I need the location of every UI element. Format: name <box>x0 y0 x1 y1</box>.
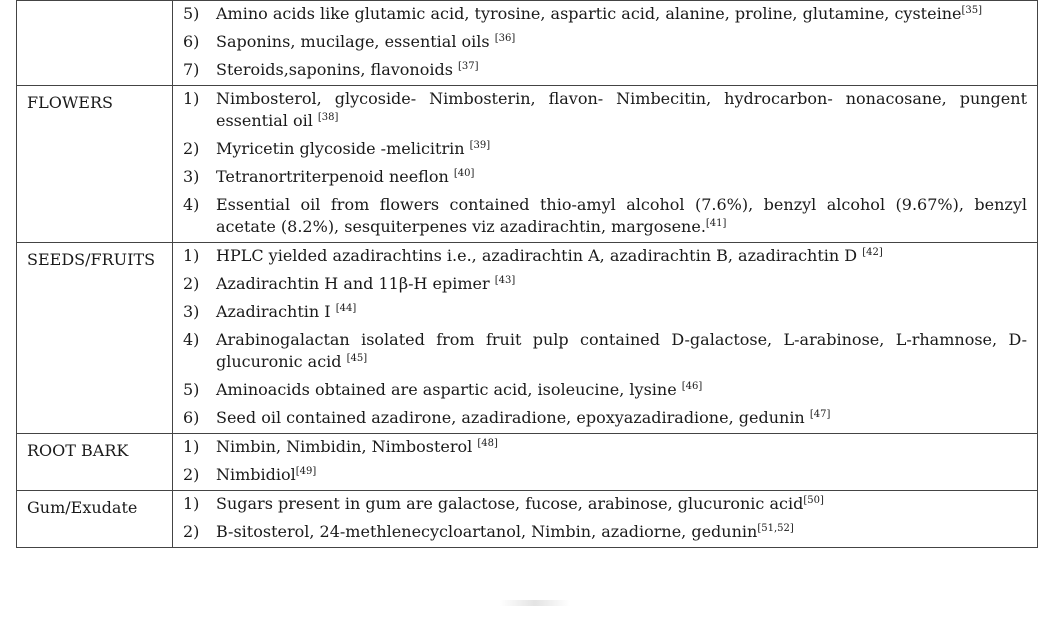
item-text: Steroids,saponins, flavonoids [37] <box>216 60 479 79</box>
reference: [39] <box>469 140 491 151</box>
item-number: 3) <box>183 167 200 186</box>
constituents-cell <box>173 86 1038 243</box>
item-text: Nimbosterol, glycoside- Nimbosterin, flavon- Nimbecitin, hydrocarbon- nonacosane, pungent essential oil [38] <box>216 89 1027 130</box>
item-text: B-sitosterol, 24-methlenecycloartanol, Nimbin, azadiorne, gedunin[51,52] <box>216 522 794 541</box>
item-number: 1) <box>183 89 200 108</box>
table-row <box>17 1 1038 86</box>
table-row <box>17 86 1038 243</box>
reference: [42] <box>862 247 883 258</box>
phytochemical-table <box>16 0 1038 548</box>
item-text: Sugars present in gum are galactose, fucose, arabinose, glucuronic acid[50] <box>216 494 824 513</box>
item-number: 2) <box>183 274 200 293</box>
item-text: Essential oil from flowers contained thio-amyl alcohol (7.6%), benzyl alcohol (9.67%), benzyl acetate (8.2%), sesquiterpenes viz azadirachtin, margosene.[41] <box>216 195 1027 236</box>
list-item <box>183 407 1027 429</box>
list-item <box>183 273 1027 295</box>
item-number: 4) <box>183 195 200 214</box>
item-text: Nimbidiol[49] <box>216 465 317 484</box>
list-item <box>183 166 1027 188</box>
table-row <box>17 243 1038 434</box>
reference: [50] <box>803 495 824 506</box>
reference: [48] <box>477 438 498 449</box>
list-item <box>183 493 1027 515</box>
item-number: 2) <box>183 465 200 484</box>
item-number: 4) <box>183 330 200 349</box>
list-item <box>183 138 1027 160</box>
item-text: Aminoacids obtained are aspartic acid, isoleucine, lysine [46] <box>216 380 703 399</box>
reference: [38] <box>317 112 339 123</box>
reference: [51,52] <box>757 523 794 534</box>
constituents-cell <box>173 491 1038 548</box>
list-item <box>183 31 1027 53</box>
item-number: 1) <box>183 494 200 513</box>
item-text: Saponins, mucilage, essential oils [36] <box>216 32 516 51</box>
faint-watermark-mark <box>500 600 570 606</box>
item-number: 1) <box>183 437 200 456</box>
item-number: 2) <box>183 522 200 541</box>
reference: [46] <box>681 381 703 392</box>
item-number: 2) <box>183 139 200 158</box>
plant-part-cell: ROOT BARK <box>17 434 173 491</box>
item-number: 3) <box>183 302 200 321</box>
item-text: Arabinogalactan isolated from fruit pulp contained D-galactose, L-arabinose, L-rhamnose, D-glucuronic acid [45] <box>216 330 1027 371</box>
plant-part-cell: FLOWERS <box>17 86 173 243</box>
reference: [45] <box>346 353 368 364</box>
reference: [47] <box>809 409 831 420</box>
item-text: Tetranortriterpenoid neeflon [40] <box>216 167 475 186</box>
reference: [40] <box>453 168 475 179</box>
plant-part-cell <box>17 1 173 86</box>
item-number: 1) <box>183 246 200 265</box>
table-row <box>17 434 1038 491</box>
list-item <box>183 245 1027 267</box>
constituents-cell <box>173 1 1038 86</box>
table-row <box>17 491 1038 548</box>
item-number: 6) <box>183 408 200 427</box>
list-item <box>183 3 1027 25</box>
reference: [35] <box>961 5 982 16</box>
item-number: 6) <box>183 32 200 51</box>
constituents-cell <box>173 243 1038 434</box>
list-item <box>183 59 1027 81</box>
list-item <box>183 329 1027 373</box>
plant-part-cell: SEEDS/FRUITS <box>17 243 173 434</box>
list-item <box>183 194 1027 238</box>
item-number: 5) <box>183 4 200 23</box>
item-text: Azadirachtin I [44] <box>216 302 357 321</box>
constituents-cell <box>173 434 1038 491</box>
item-text: Azadirachtin H and 11β-H epimer [43] <box>216 274 516 293</box>
item-number: 5) <box>183 380 200 399</box>
reference: [49] <box>295 466 317 477</box>
list-item <box>183 301 1027 323</box>
list-item <box>183 379 1027 401</box>
item-text: HPLC yielded azadirachtins i.e., azadirachtin A, azadirachtin B, azadirachtin D [42] <box>216 246 883 265</box>
item-text: Amino acids like glutamic acid, tyrosine, aspartic acid, alanine, proline, glutamine, cysteine[35] <box>216 4 982 23</box>
list-item <box>183 521 1027 543</box>
item-text: Nimbin, Nimbidin, Nimbosterol [48] <box>216 437 498 456</box>
reference: [36] <box>494 33 516 44</box>
reference: [43] <box>494 275 516 286</box>
reference: [41] <box>705 218 727 229</box>
list-item <box>183 436 1027 458</box>
reference: [44] <box>335 303 357 314</box>
item-text: Seed oil contained azadirone, azadiradione, epoxyazadiradione, gedunin [47] <box>216 408 831 427</box>
plant-part-cell: Gum/Exudate <box>17 491 173 548</box>
list-item <box>183 464 1027 486</box>
item-number: 7) <box>183 60 200 79</box>
list-item <box>183 88 1027 132</box>
item-text: Myricetin glycoside -melicitrin [39] <box>216 139 491 158</box>
reference: [37] <box>458 61 479 72</box>
